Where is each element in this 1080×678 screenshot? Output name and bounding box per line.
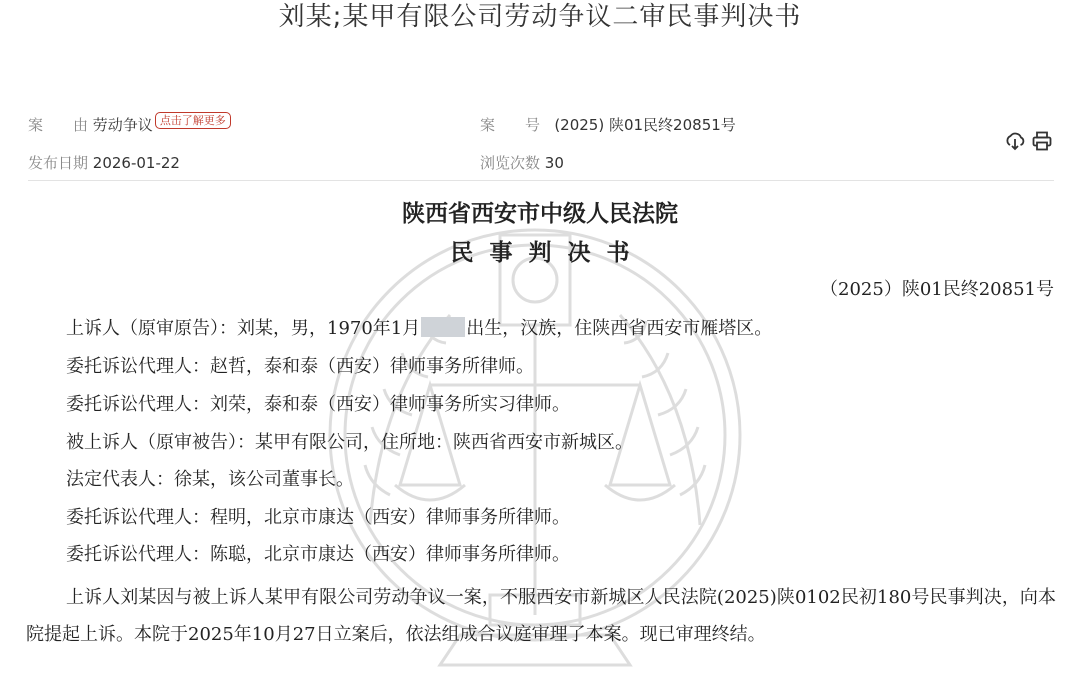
view-count-row — [480, 153, 564, 173]
case-reason-label: 案 由 — [28, 116, 89, 134]
appellee-paragraph: 被上诉人（原审被告）：某甲有限公司，住所地：陕西省西安市新城区。 — [66, 432, 633, 453]
view-count-label: 浏览次数 — [480, 154, 541, 172]
case-reason-value: 劳动争议 — [92, 116, 153, 134]
court-name: 陕西省西安市中级人民法院 — [402, 200, 678, 227]
view-count-value: 30 — [544, 154, 564, 172]
appellant-text-start: 上诉人（原审原告）：刘某，男，1970年1月 — [66, 318, 421, 339]
publish-date-label: 发布日期 — [28, 154, 89, 172]
header-divider — [28, 180, 1054, 181]
download-icon[interactable] — [1004, 130, 1026, 152]
learn-more-link[interactable]: 点击了解更多 — [155, 112, 231, 129]
print-icon[interactable] — [1031, 130, 1053, 152]
appellant-agent-1: 委托诉讼代理人：赵哲，泰和泰（西安）律师事务所律师。 — [66, 356, 534, 377]
legal-representative: 法定代表人：徐某，该公司董事长。 — [66, 469, 354, 490]
appellant-agent-2: 委托诉讼代理人：刘荣，泰和泰（西安）律师事务所实习律师。 — [66, 394, 570, 415]
case-summary-paragraph: 上诉人刘某因与被上诉人某甲有限公司劳动争议一案，不服西安市新城区人民法院(2025)陕0102民初180号民事判决，向本院提起上诉。本院于2025年10月27日立案后，依法组成合议庭审理了本案。现已审理终结。 — [26, 587, 1056, 645]
appellant-text-end: 出生，汉族，住陕西省西安市雁塔区。 — [466, 318, 773, 339]
document-number: （2025）陕01民终20851号 — [820, 279, 1054, 300]
page-title: 刘某;某甲有限公司劳动争议二审民事判决书 — [278, 2, 802, 32]
document-tools — [1004, 130, 1054, 152]
document-type: 民事判决书 — [450, 239, 646, 266]
appellee-agent-1: 委托诉讼代理人：程明，北京市康达（西安）律师事务所律师。 — [66, 507, 570, 528]
appellee-agent-2: 委托诉讼代理人：陈聪，北京市康达（西安）律师事务所律师。 — [66, 544, 570, 565]
publish-date-value: 2026-01-22 — [92, 154, 180, 172]
redacted-date — [421, 317, 465, 337]
case-reason-row — [28, 115, 231, 135]
appellant-paragraph — [66, 316, 772, 342]
publish-date-row — [28, 153, 180, 173]
case-number-value: (2025) 陕01民终20851号 — [554, 116, 736, 134]
case-number-row — [480, 115, 736, 135]
case-number-label: 案 号 — [480, 116, 541, 134]
